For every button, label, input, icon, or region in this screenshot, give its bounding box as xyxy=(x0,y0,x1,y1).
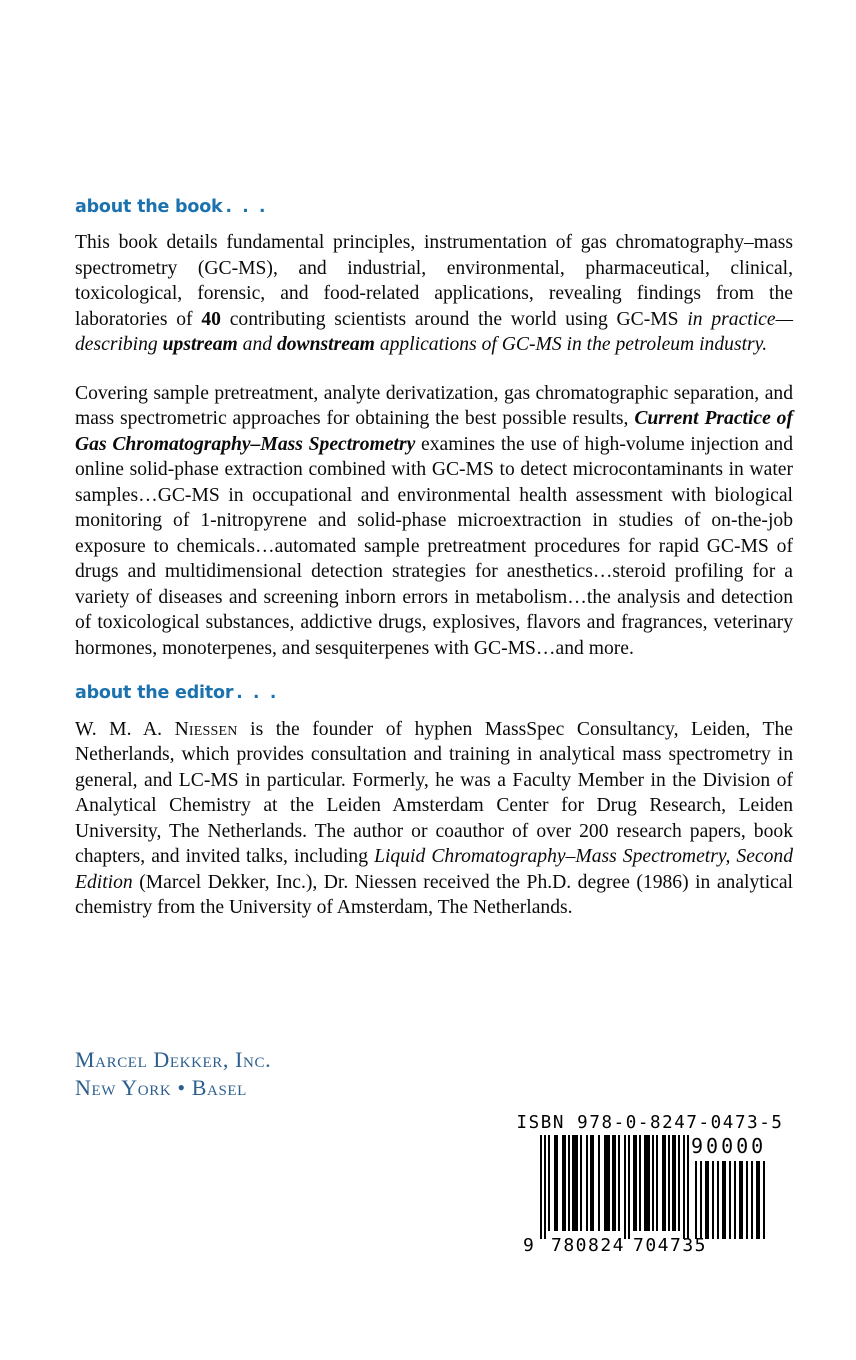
publisher-cities: New York • Basel xyxy=(75,1075,247,1100)
isbn-number-label: ISBN 978-0-8247-0473-5 xyxy=(516,1113,784,1133)
par1-upstream: upstream xyxy=(162,334,238,356)
about-the-editor-paragraph xyxy=(75,717,793,921)
barcode-addon-digits: 90000 xyxy=(691,1134,767,1158)
about-the-editor-heading xyxy=(75,684,793,703)
ean13-barcode-bars xyxy=(538,1135,690,1239)
about-the-book-heading-label: about the book xyxy=(75,197,223,217)
par1-downstream: downstream xyxy=(276,334,375,356)
par1-seg6: and xyxy=(237,334,277,356)
cover-text-content xyxy=(75,198,793,921)
barcode-addon-bars xyxy=(694,1161,767,1239)
about-the-editor-heading-dots: . . . xyxy=(236,683,279,704)
editor-cited-title: Liquid Chromatography–Mass Spectrometry, Second Edition xyxy=(75,846,793,893)
par1-seg4: in practice—describing xyxy=(75,308,793,356)
editor-seg5: (Marcel Dekker, Inc.), Dr. Niessen received the Ph.D. degree (1986) in analytical chemistry from the University of Amsterdam, The Netherlands. xyxy=(75,871,793,918)
par1-seg1: This book details fundamental principles, instrumentation of gas chromatography–mass spectrometry (GC-MS), and industrial, environmental, pharmaceutical, clinical, toxicological, forensic, and food-related applications, revealing findings from the laboratories of xyxy=(75,232,793,330)
par1-seg8: applications of GC-MS in the petroleum industry. xyxy=(374,334,768,356)
par1-seg3: contributing scientists around the world using GC-MS xyxy=(220,308,688,330)
editor-seg3: is the founder of hyphen MassSpec Consultancy, Leiden, The Netherlands, which provides consultation and training in analytical mass spectrometry in general, and LC-MS in particular. Formerly, he was a Faculty Member in the Division of Analytical Chemistry at the Leiden Amsterdam Center for Drug Research, Leiden University, The Netherlands. The author or coauthor of over 200 research papers, book chapters, and invited talks, including xyxy=(75,718,793,867)
about-the-book-heading-dots: . . . xyxy=(225,197,268,217)
editor-seg1: W. M. A. xyxy=(75,718,175,740)
ean-lead-digit: 9 xyxy=(523,1235,534,1256)
ean-digit-group-2: 704735 xyxy=(633,1235,708,1256)
ean-digit-group-1: 780824 xyxy=(551,1235,626,1256)
publisher-name: Marcel Dekker, Inc. xyxy=(75,1047,272,1072)
about-the-book-paragraph-2 xyxy=(75,381,793,662)
about-the-book-paragraph-1 xyxy=(75,230,793,358)
par2-seg3: examines the use of high-volume injection and online solid-phase extraction combined with GC-MS to detect microcontaminants in water samples…GC-MS in occupational and environmental health assessment with biological monitoring of 1-nitropyrene and solid-phase microextraction in studies of on-the-job exposure to chemicals…automated sample pretreatment procedures for rapid GC-MS of drugs and multidimensional detection strategies for anesthetics…steroid profiling for a variety of diseases and screening inborn errors in metabolism…the analysis and detection of toxicological substances, addictive drugs, explosives, flavors and fragrances, veterinary hormones, monoterpenes, and sesquiterpenes with GC-MS…and more. xyxy=(75,433,793,659)
editor-name-niessen: Niessen xyxy=(174,718,238,740)
par2-book-title: Current Practice of Gas Chromatography–Mass Spectrometry xyxy=(75,408,793,455)
par1-count-40: 40 xyxy=(201,308,221,330)
about-the-editor-heading-label: about the editor xyxy=(75,683,234,704)
publisher-imprint xyxy=(75,1046,271,1102)
isbn-barcode-block xyxy=(515,1113,785,1263)
par2-seg1: Covering sample pretreatment, analyte derivatization, gas chromatographic separation, and mass spectrometric approaches for obtaining the best possible results, xyxy=(75,382,793,430)
about-the-book-heading xyxy=(75,198,793,217)
